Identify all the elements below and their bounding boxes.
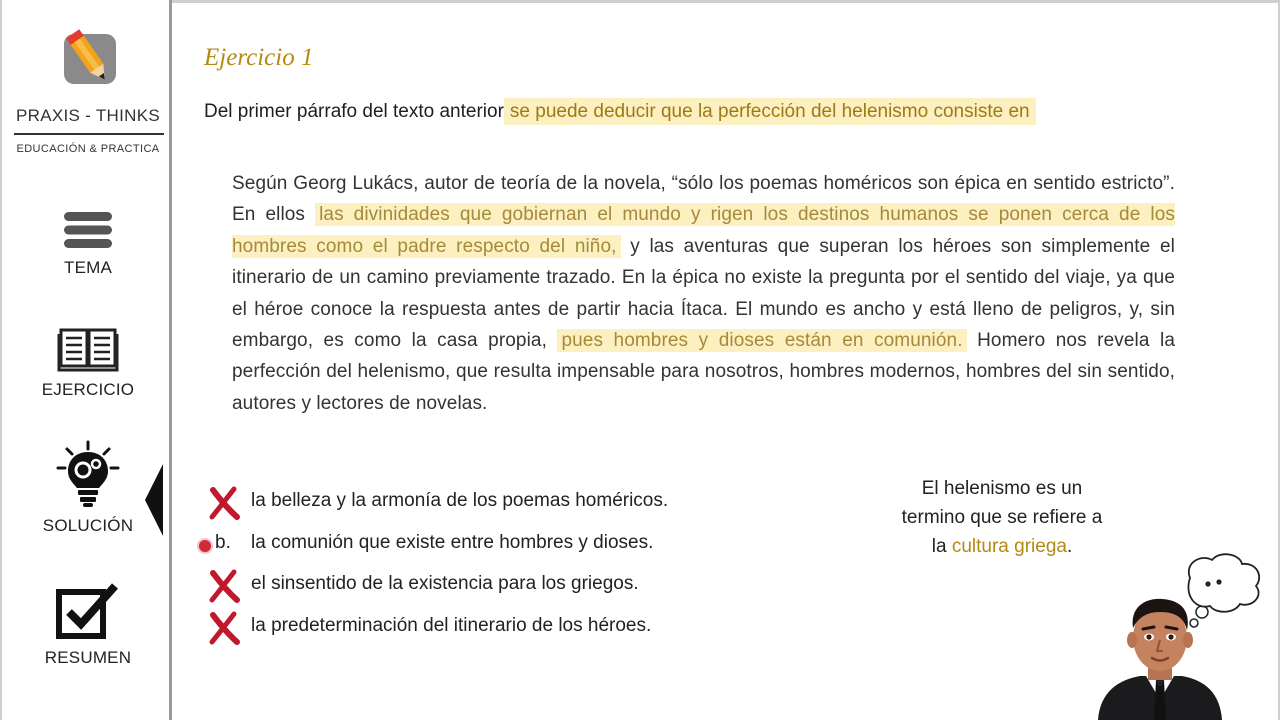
exercise-title: Ejercicio 1 [204, 44, 314, 71]
menu-icon [62, 210, 114, 250]
frame-top-border [0, 0, 1280, 3]
passage-text-2: y las aventuras que superan los héroes son simplemente el itinerario de un camino previamente trazado. En la épica no existe la pregunta por el sentido del viaje, ya que el héroe conoce la respuesta antes de partir hacia Ítaca. El mundo es ancho y está lleno de peligros, y, sin embargo, es como la casa propia, [232, 235, 1175, 352]
question-prefix: Del primer párrafo del texto anterior [204, 101, 504, 122]
sidebar [0, 0, 172, 720]
note-line-3-suffix: . [1066, 536, 1073, 557]
option-text: el sinsentido de la existencia para los griegos. [251, 573, 639, 594]
note-line-2: termino que se refiere a [901, 507, 1103, 528]
pencil-logo-icon [60, 24, 122, 90]
nav-label-tema: TEMA [63, 258, 113, 277]
nav-item-ejercicio[interactable] [2, 324, 174, 400]
passage-text-1: Según Georg Lukács, autor de teoría de la novela, “sólo los poemas homéricos son épica en sentido estricto”. En ellos [232, 173, 1175, 226]
reading-passage [232, 168, 1175, 419]
nav-item-resumen[interactable] [2, 580, 174, 668]
active-section-pointer [145, 464, 163, 536]
note-accent: cultura griega [951, 536, 1067, 557]
note-line-3-prefix: la [931, 536, 947, 557]
option-text: la predeterminación del itinerario de los héroes. [251, 615, 652, 636]
passage-highlight-2: pues hombres y dioses están en comunión. [557, 329, 966, 352]
teacher-avatar [1092, 552, 1280, 720]
option-text: la belleza y la armonía de los poemas homéricos. [251, 490, 669, 511]
nav-label-solucion: SOLUCIÓN [42, 516, 134, 535]
nav-item-tema[interactable] [2, 210, 174, 278]
passage-text-3: Homero nos revela la perfección del helenismo, que resulta impensable para nosotros, hombres modernos, hombres del sin sentido, autores y lectores de novelas. [232, 330, 1175, 414]
brand-tagline: EDUCACIÓN & PRACTICA [16, 143, 160, 155]
checkbox-icon [55, 580, 121, 640]
thought-bubble-icon [1188, 554, 1259, 627]
wrong-x-icon [207, 486, 241, 520]
option-text: la comunión que existe entre hombres y dioses. [251, 532, 654, 553]
nav-label-ejercicio: EJERCICIO [41, 380, 135, 399]
book-icon [57, 324, 119, 372]
wrong-x-icon [207, 611, 241, 645]
note-line-1: El helenismo es un [921, 478, 1083, 499]
cursor-dot [199, 540, 211, 552]
question-text [204, 101, 1036, 123]
lightbulb-gear-icon [53, 440, 123, 508]
nav-label-resumen: RESUMEN [44, 648, 132, 667]
brand-divider [14, 133, 164, 135]
wrong-x-icon [207, 569, 241, 603]
question-highlight: se puede deducir que la perfección del helenismo consiste en [504, 98, 1036, 125]
brand-name: PRAXIS - THINKS [16, 106, 160, 125]
passage-highlight-1: las divinidades que gobiernan el mundo y rigen los destinos humanos se ponen cerca de los hombres como el padre respecto del niño, [232, 204, 1175, 257]
option-label: b. [215, 532, 231, 553]
side-note [872, 474, 1132, 561]
